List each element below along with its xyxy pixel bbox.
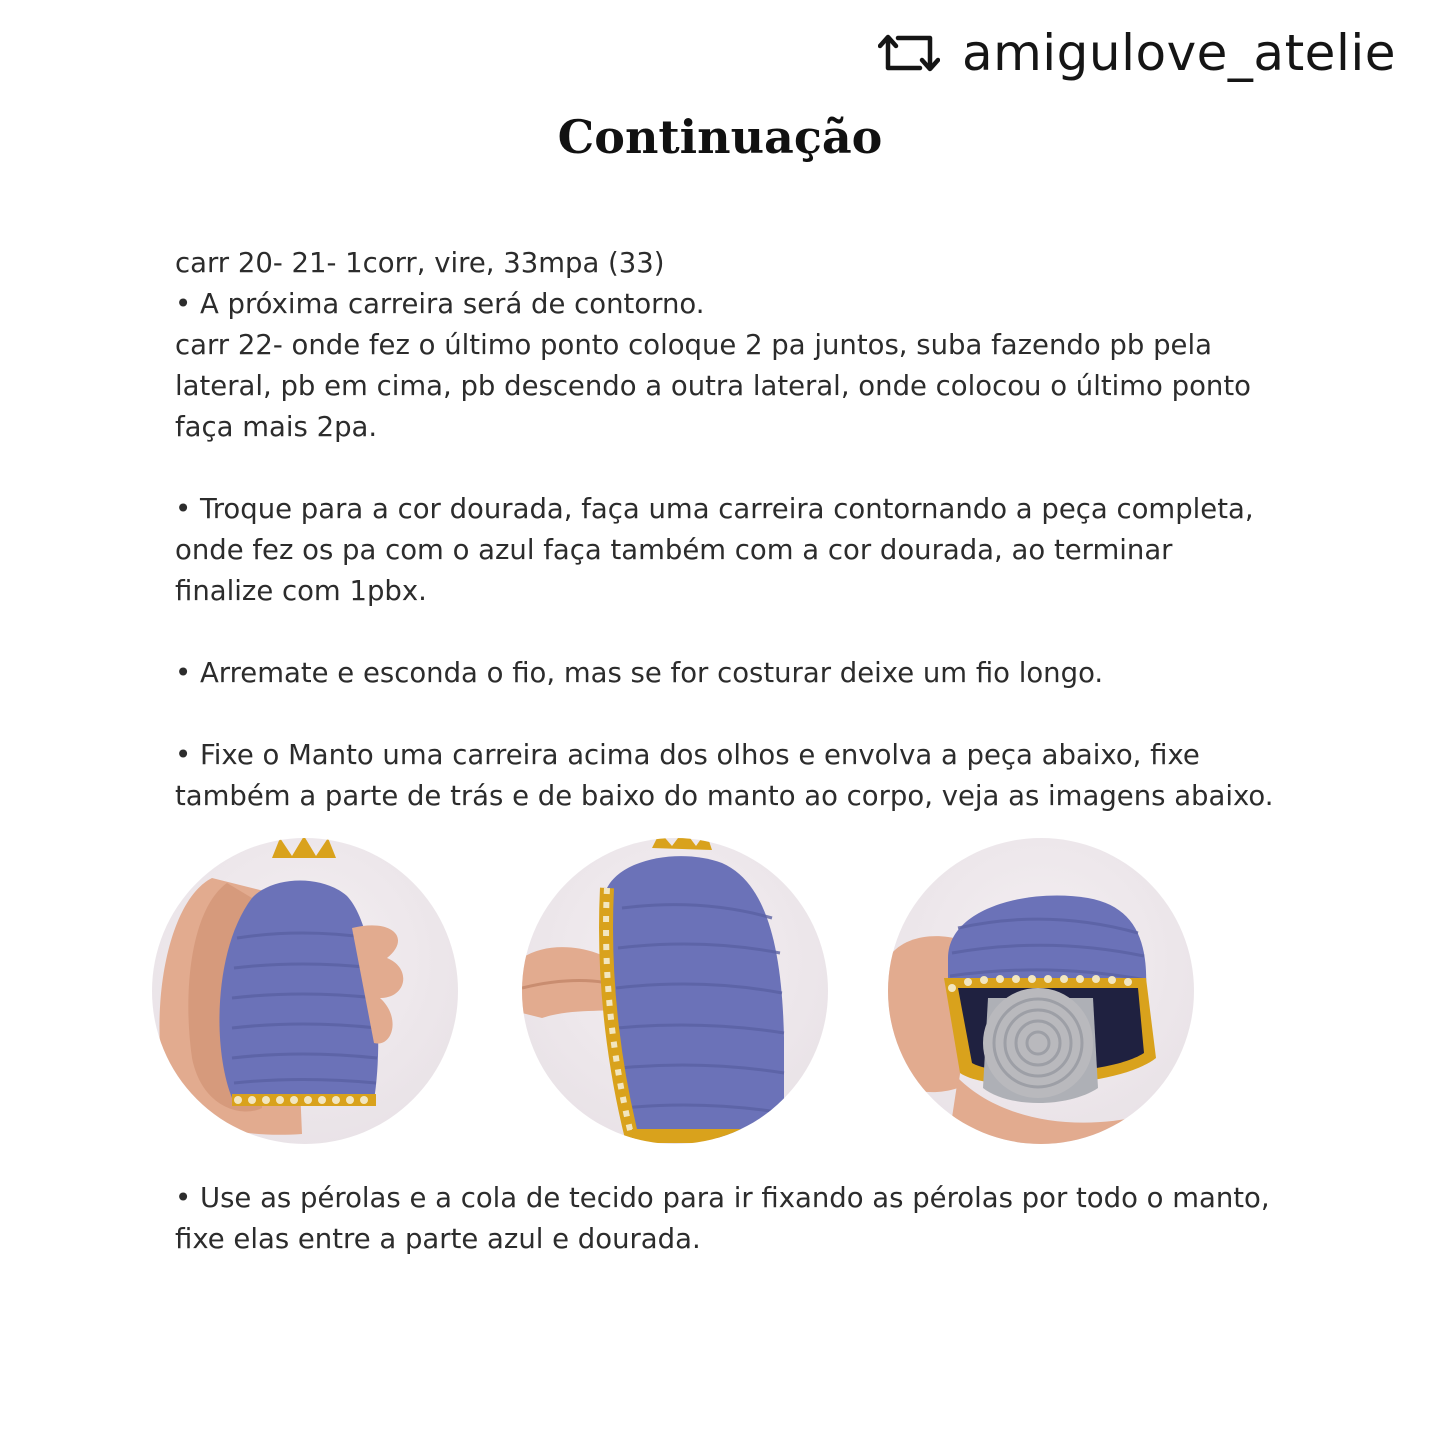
- step-photos: [0, 838, 1440, 1148]
- instruction-contour-note: • A próxima carreira será de contorno.: [175, 288, 705, 320]
- instructions-pearls: [175, 1178, 1275, 1260]
- repost-username[interactable]: amigulove_atelie: [961, 24, 1396, 82]
- instruction-gold-color: • Troque para a cor dourada, faça uma carreira contornando a peça completa, onde fez os pa com o azul faça também com a cor dourada, ao terminar finalize com 1pbx.: [175, 493, 1254, 607]
- photo-mantle-front: [152, 838, 458, 1144]
- instruction-pearls: • Use as pérolas e a cola de tecido para ir fixando as pérolas por todo o manto, fixe elas entre a parte azul e dourada.: [175, 1182, 1270, 1255]
- instructions-body: [175, 243, 1275, 817]
- instruction-attach-mantle: • Fixe o Manto uma carreira acima dos olhos e envolva a peça abaixo, fixe também a parte de trás e de baixo do manto ao corpo, veja as imagens abaixo.: [175, 739, 1274, 812]
- instruction-row-22: carr 22- onde fez o último ponto coloque 2 pa juntos, suba fazendo pb pela lateral, pb em cima, pb descendo a outra lateral, onde colocou o último ponto faça mais 2pa.: [175, 329, 1251, 443]
- repost-header: [878, 24, 1396, 82]
- repost-icon: [878, 30, 940, 76]
- instruction-finish: • Arremate e esconda o fio, mas se for costurar deixe um fio longo.: [175, 657, 1104, 689]
- photo-mantle-side: [522, 838, 828, 1144]
- photo-mantle-bottom: [888, 838, 1194, 1144]
- page-title: Continuação: [557, 110, 883, 164]
- instruction-row-20-21: carr 20- 21- 1corr, vire, 33mpa (33): [175, 247, 665, 279]
